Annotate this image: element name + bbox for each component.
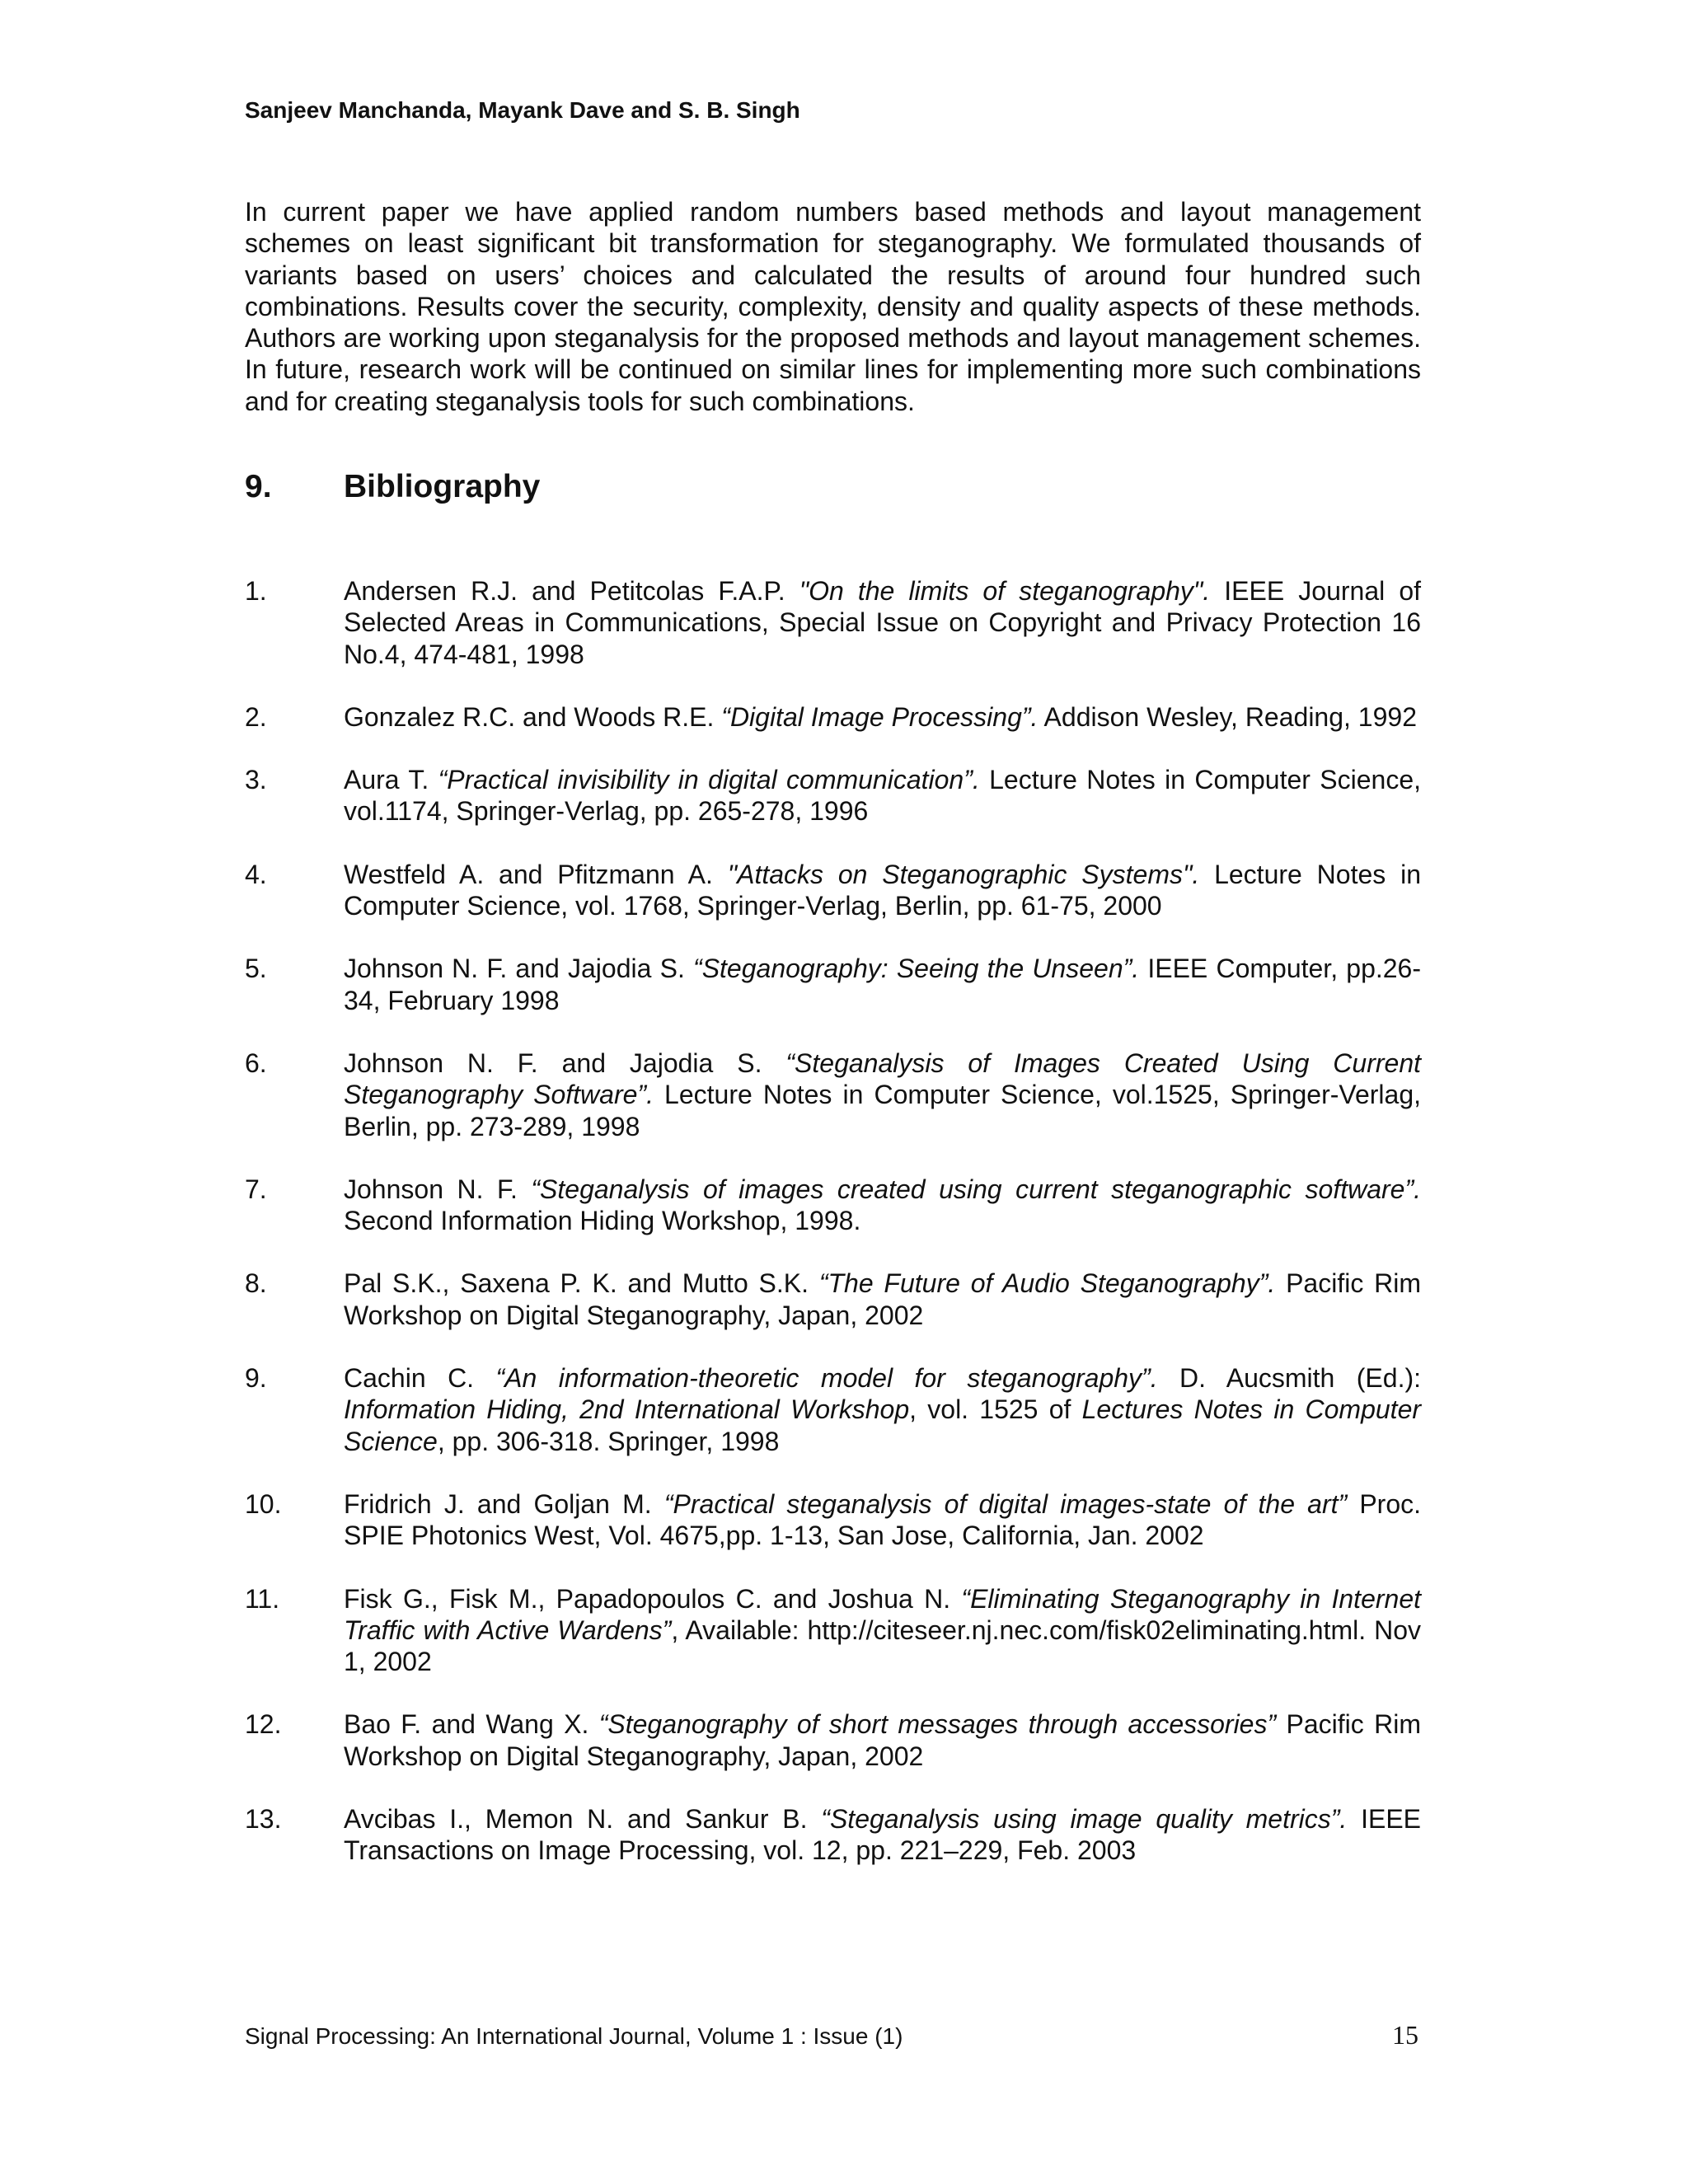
footer-journal-info: Signal Processing: An International Journal, Volume 1 : Issue (1) — [245, 2023, 903, 2049]
bibliography-entry — [245, 1488, 1421, 1552]
entry-title: “Steganography of short messages through accessories” — [598, 1709, 1277, 1740]
entry-text — [344, 1488, 1421, 1552]
entry-authors: Aura T. — [344, 765, 438, 795]
entry-number: 7. — [245, 1174, 267, 1204]
running-header-authors: Sanjeev Manchanda, Mayank Dave and S. B. Singh — [245, 97, 800, 123]
bibliography-entry — [245, 1268, 1421, 1331]
entry-number: 5. — [245, 954, 267, 984]
bibliography-entry — [245, 1047, 1421, 1142]
entry-number: 8. — [245, 1268, 267, 1299]
entry-number: 6. — [245, 1047, 267, 1078]
entry-title: “An information-theoretic model for steganography”. — [495, 1363, 1158, 1394]
entry-title: “Steganography: Seeing the Unseen”. — [693, 954, 1140, 984]
entry-number: 12. — [245, 1709, 282, 1740]
footer-page-number: 15 — [1392, 2020, 1418, 2050]
section-heading-bibliography — [245, 468, 540, 506]
entry-authors: Cachin C. — [344, 1363, 496, 1394]
bibliography-entry — [245, 764, 1421, 827]
entry-authors: Johnson N. F. — [344, 1174, 532, 1204]
entry-title: “The Future of Audio Steganography”. — [818, 1268, 1276, 1299]
entry-text — [344, 1803, 1421, 1867]
entry-text — [344, 701, 1421, 733]
entry-authors: Andersen R.J. and Petitcolas F.A.P. — [344, 576, 799, 606]
entry-title: “Practical steganalysis of digital images-state of the art” — [663, 1488, 1348, 1519]
entry-details: Pacific Rim Workshop on Digital Steganography, Japan, 2002 — [344, 1268, 1421, 1330]
entry-number: 3. — [245, 765, 267, 795]
entry-title: “Eliminating Steganography in Internet Traffic with Active Wardens” — [344, 1583, 1422, 1645]
entry-number: 9. — [245, 1363, 267, 1394]
bibliography-entry — [245, 1362, 1421, 1457]
entry-details: Lecture Notes in Computer Science, vol.1525, Springer-Verlag, Berlin, pp. 273-289, 1998 — [344, 1080, 1422, 1141]
bibliography-entry — [245, 1803, 1421, 1867]
conclusion-paragraph: In current paper we have applied random numbers based methods and layout management schemes on least significant bit transformation for steganography. We formulated thousands of variants based on users’ choices and calculated the results of around four hundred such combinations. Results cover the security, complexity, density and quality aspects of these methods. Authors are working upon steganalysis for the proposed methods and layout management schemes. In future, research work will be continued on similar lines for implementing more such combinations and for creating steganalysis tools for such combinations. — [245, 197, 1421, 416]
entry-authors: Bao F. and Wang X. — [344, 1709, 599, 1740]
entry-details: , vol. 1525 of — [909, 1394, 1082, 1425]
bibliography-entry — [245, 575, 1421, 670]
entry-text — [344, 859, 1421, 922]
entry-details: Pacific Rim Workshop on Digital Steganography, Japan, 2002 — [344, 1709, 1422, 1771]
entry-number: 2. — [245, 701, 267, 732]
entry-authors: Fisk G., Fisk M., Papadopoulos C. and Joshua N. — [344, 1583, 962, 1614]
entry-details: IEEE Computer, pp.26-34, February 1998 — [344, 954, 1422, 1015]
entry-details: IEEE Transactions on Image Processing, vol. 12, pp. 221–229, Feb. 2003 — [344, 1804, 1422, 1866]
entry-details: Proc. SPIE Photonics West, Vol. 4675,pp. 1-13, San Jose, California, Jan. 2002 — [344, 1488, 1422, 1551]
entry-authors: Westfeld A. and Pfitzmann A. — [344, 859, 728, 889]
entry-authors: Fridrich J. and Goljan M. — [344, 1488, 664, 1519]
entry-authors: Johnson N. F. and Jajodia S. — [344, 954, 694, 984]
entry-details: , pp. 306-318. Springer, 1998 — [437, 1426, 780, 1456]
entry-details: Lecture Notes in Computer Science, vol. 1768, Springer-Verlag, Berlin, pp. 61-75, 2000 — [344, 859, 1422, 921]
entry-number: 11. — [245, 1583, 280, 1614]
entry-number: 4. — [245, 859, 267, 889]
entry-text — [344, 764, 1421, 827]
entry-number: 1. — [245, 576, 267, 606]
entry-text — [344, 953, 1421, 1016]
bibliography-entry — [245, 701, 1421, 733]
entry-details: D. Aucsmith (Ed.): — [1157, 1363, 1421, 1394]
bibliography-entry — [245, 859, 1421, 922]
entry-details: , Available: http://citeseer.nj.nec.com/fisk02eliminating.html. Nov 1, 2002 — [344, 1615, 1421, 1677]
entry-authors: Pal S.K., Saxena P. K. and Mutto S.K. — [344, 1268, 819, 1299]
entry-venue-title: Information Hiding, 2nd International Workshop — [344, 1394, 910, 1425]
bibliography-entry — [245, 1708, 1421, 1772]
entry-title: "On the limits of steganography". — [799, 576, 1211, 606]
entry-details: Addison Wesley, Reading, 1992 — [1038, 701, 1417, 732]
bibliography-list — [245, 575, 1421, 1898]
entry-title: "Attacks on Steganographic Systems". — [727, 859, 1200, 889]
entry-details: Second Information Hiding Workshop, 1998. — [344, 1206, 861, 1236]
entry-number: 13. — [245, 1804, 282, 1835]
entry-text — [344, 1583, 1421, 1678]
section-title: Bibliography — [344, 469, 541, 504]
entry-details: IEEE Journal of Selected Areas in Communications, Special Issue on Copyright and Privacy Protection 16 No.4, 474-481, 1998 — [344, 576, 1422, 669]
entry-title: “Digital Image Processing”. — [721, 701, 1039, 732]
entry-text — [344, 1174, 1421, 1237]
entry-text — [344, 1362, 1421, 1457]
entry-title: “Steganalysis of Images Created Using Current Steganography Software”. — [344, 1047, 1422, 1110]
section-number: 9. — [245, 469, 272, 504]
bibliography-entry — [245, 1583, 1421, 1678]
entry-text — [344, 1708, 1421, 1772]
entry-title: “Steganalysis using image quality metrics”. — [821, 1804, 1348, 1835]
entry-authors: Gonzalez R.C. and Woods R.E. — [344, 701, 722, 732]
entry-number: 10. — [245, 1488, 282, 1519]
bibliography-entry — [245, 953, 1421, 1016]
entry-title: “Practical invisibility in digital communication”. — [438, 765, 980, 795]
entry-text — [344, 1268, 1421, 1331]
entry-details: Lecture Notes in Computer Science, vol.1174, Springer-Verlag, pp. 265-278, 1996 — [344, 765, 1422, 827]
entry-text — [344, 1047, 1421, 1142]
entry-series-title: Lectures Notes in Computer Science — [344, 1394, 1422, 1456]
entry-authors: Johnson N. F. and Jajodia S. — [344, 1047, 786, 1078]
entry-text — [344, 575, 1421, 670]
entry-title: “Steganalysis of images created using current steganographic software”. — [531, 1174, 1422, 1204]
entry-authors: Avcibas I., Memon N. and Sankur B. — [344, 1804, 822, 1835]
bibliography-entry — [245, 1174, 1421, 1237]
